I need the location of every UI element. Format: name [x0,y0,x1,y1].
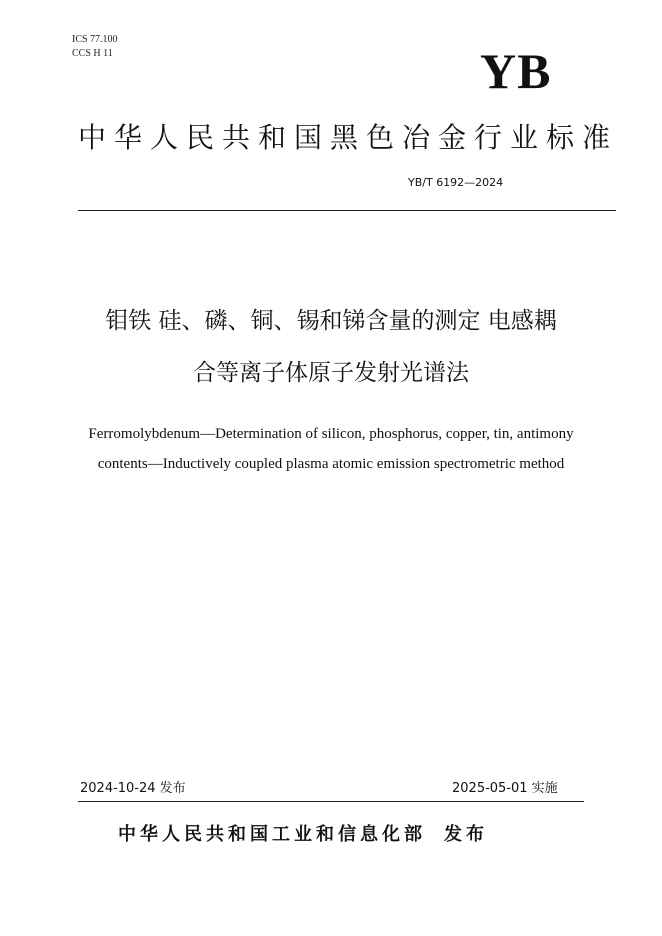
issue-date: 2024-10-24 发布 [80,781,186,796]
document-title-en-line1: Ferromolybdenum—Determination of silicon, phosphorus, copper, tin, antimony [88,426,574,442]
document-title-cn-line1: 钼铁 硅、磷、铜、锡和锑含量的测定 电感耦 [105,308,557,334]
footer-divider [78,801,584,802]
classification-block [72,33,118,61]
standard-code: YB/T 6192—2024 [408,176,504,189]
ics-code: ICS 77.100 [72,34,118,45]
standard-title: 中华人民共和国黑色冶金行业标准 [78,121,619,154]
document-title-en-line2: contents—Inductively coupled plasma atomic emission spectrometric method [97,456,565,472]
ccs-code: CCS H 11 [72,48,113,59]
issuing-authority: 中华人民共和国工业和信息化部 [118,824,426,845]
issuer-line [118,822,578,848]
implementation-date: 2025-05-01 实施 [452,781,558,796]
document-title-cn-line2: 合等离子体原子发射光谱法 [193,360,469,386]
yb-logo: YB [480,43,552,99]
issue-action: 发布 [444,824,488,845]
header-divider [78,210,616,211]
